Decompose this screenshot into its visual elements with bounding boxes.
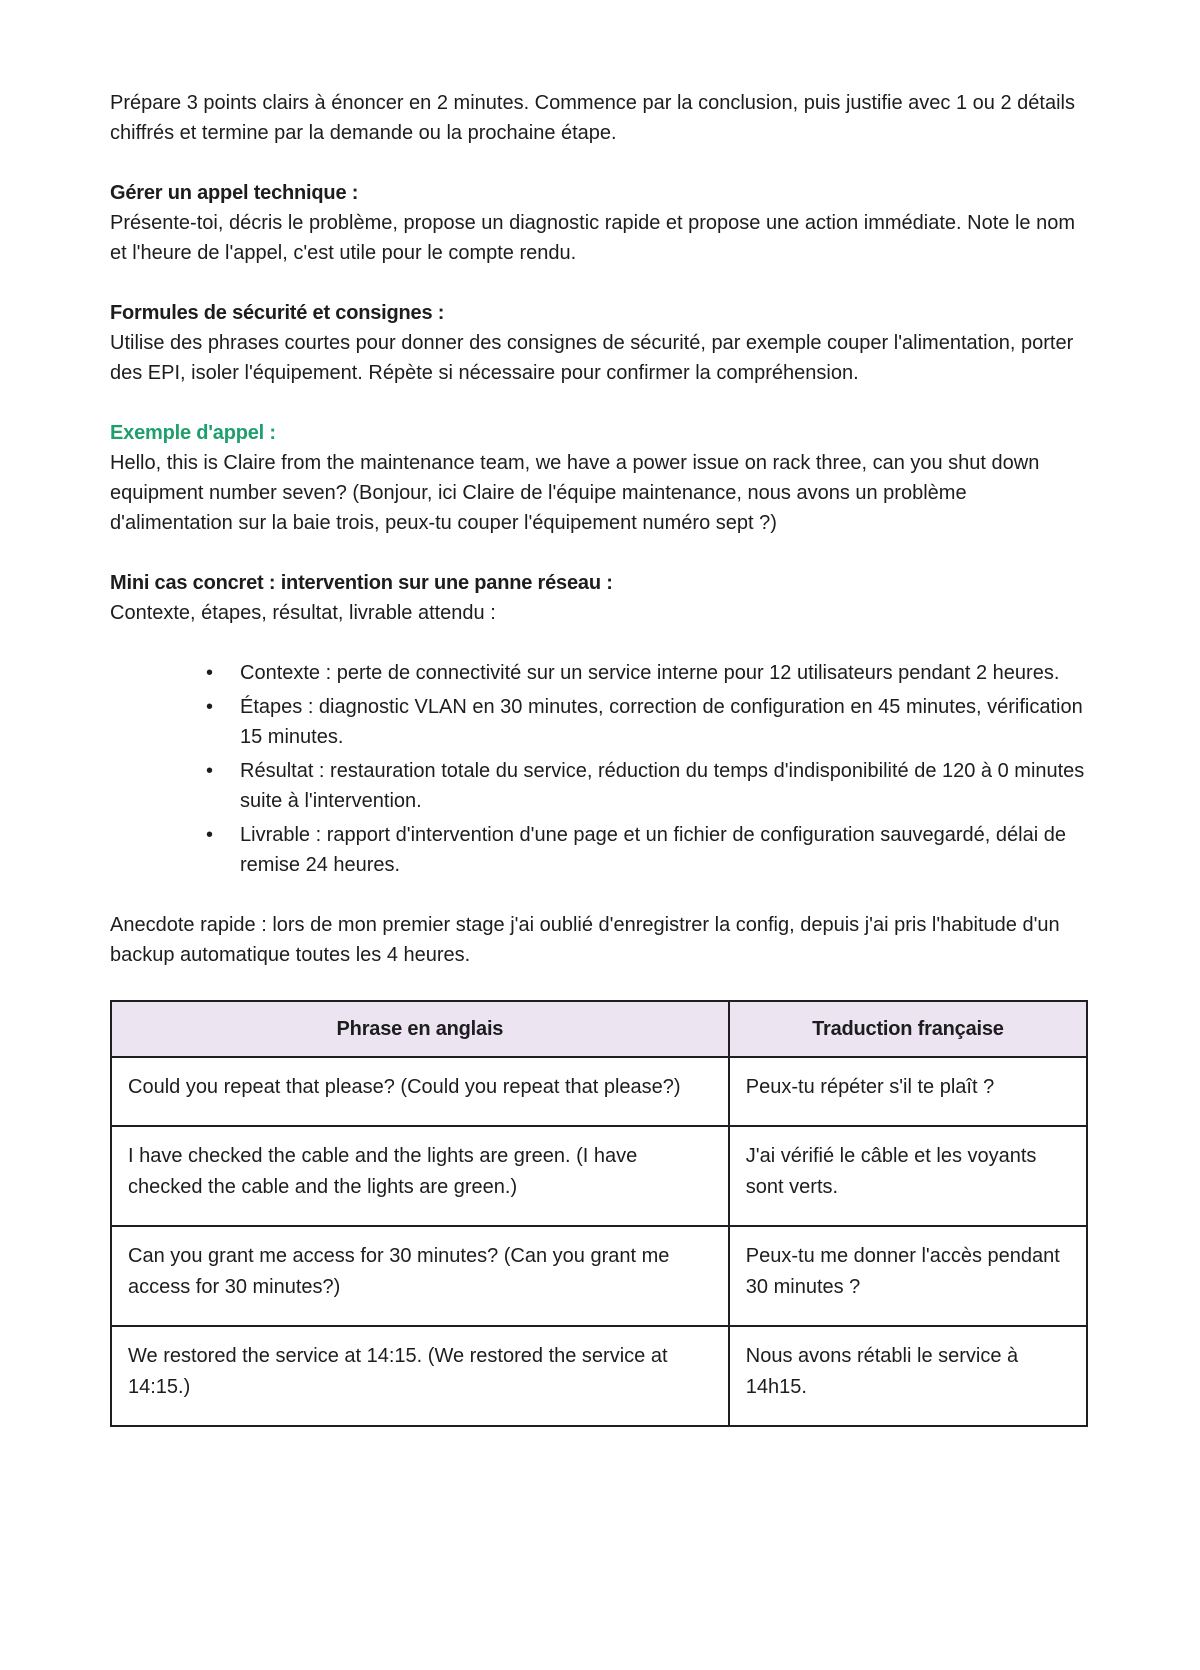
heading-mini-cas-concret: Mini cas concret : intervention sur une panne réseau : [110,572,613,594]
table-row [111,1326,1087,1426]
section-formules-securite [110,298,1088,388]
table-row [111,1226,1087,1326]
table-cell-english: Could you repeat that please? (Could you repeat that please?) [111,1057,729,1126]
table-cell-french: Peux-tu me donner l'accès pendant 30 minutes ? [729,1226,1087,1326]
translation-table [110,1000,1088,1427]
body-formules-securite: Utilise des phrases courtes pour donner des consignes de sécurité, par exemple couper l'alimentation, porter des EPI, isoler l'équipement. Répète si nécessaire pour confirmer la compréhension. [110,332,1074,384]
case-bullet-list [110,658,1088,880]
table-cell-french: J'ai vérifié le câble et les voyants sont verts. [729,1126,1087,1226]
anecdote-paragraph: Anecdote rapide : lors de mon premier stage j'ai oublié d'enregistrer la config, depuis j'ai pris l'habitude d'un backup automatique toutes les 4 heures. [110,914,1060,966]
list-item-resultat: • Résultat : restauration totale du service, réduction du temps d'indisponibilité de 120 à 0 minutes suite à l'intervention. [206,756,1088,816]
table-header-row [111,1001,1087,1057]
table-row [111,1126,1087,1226]
heading-gerer-appel-technique: Gérer un appel technique : [110,182,359,204]
table-cell-english: Can you grant me access for 30 minutes? (Can you grant me access for 30 minutes?) [111,1226,729,1326]
table-row [111,1057,1087,1126]
table-cell-english: I have checked the cable and the lights are green. (I have checked the cable and the lights are green.) [111,1126,729,1226]
intro-paragraph: Prépare 3 points clairs à énoncer en 2 minutes. Commence par la conclusion, puis justifie avec 1 ou 2 détails chiffrés et termine par la demande ou la prochaine étape. [110,92,1075,144]
body-mini-cas-concret: Contexte, étapes, résultat, livrable attendu : [110,602,496,624]
section-mini-cas-concret [110,568,1088,628]
section-gerer-appel-technique [110,178,1088,268]
list-item-contexte: • Contexte : perte de connectivité sur un service interne pour 12 utilisateurs pendant 2 heures. [206,658,1088,688]
table-cell-french: Peux-tu répéter s'il te plaît ? [729,1057,1087,1126]
table-cell-english: We restored the service at 14:15. (We restored the service at 14:15.) [111,1326,729,1426]
table-header-english: Phrase en anglais [111,1001,729,1057]
list-item-etapes: • Étapes : diagnostic VLAN en 30 minutes, correction de configuration en 45 minutes, vérification 15 minutes. [206,692,1088,752]
list-item-livrable: • Livrable : rapport d'intervention d'une page et un fichier de configuration sauvegardé, délai de remise 24 heures. [206,820,1088,880]
table-cell-french: Nous avons rétabli le service à 14h15. [729,1326,1087,1426]
body-gerer-appel-technique: Présente-toi, décris le problème, propose un diagnostic rapide et propose une action immédiate. Note le nom et l'heure de l'appel, c'est utile pour le compte rendu. [110,212,1075,264]
heading-exemple-appel: Exemple d'appel : [110,422,276,444]
heading-formules-securite: Formules de sécurité et consignes : [110,302,445,324]
table-header-french: Traduction française [729,1001,1087,1057]
section-exemple-appel [110,418,1088,538]
body-exemple-appel: Hello, this is Claire from the maintenance team, we have a power issue on rack three, can you shut down equipment number seven? (Bonjour, ici Claire de l'équipe maintenance, nous avons un problème d'alimentation sur la baie trois, peux-tu couper l'équipement numéro sept ?) [110,452,1040,534]
